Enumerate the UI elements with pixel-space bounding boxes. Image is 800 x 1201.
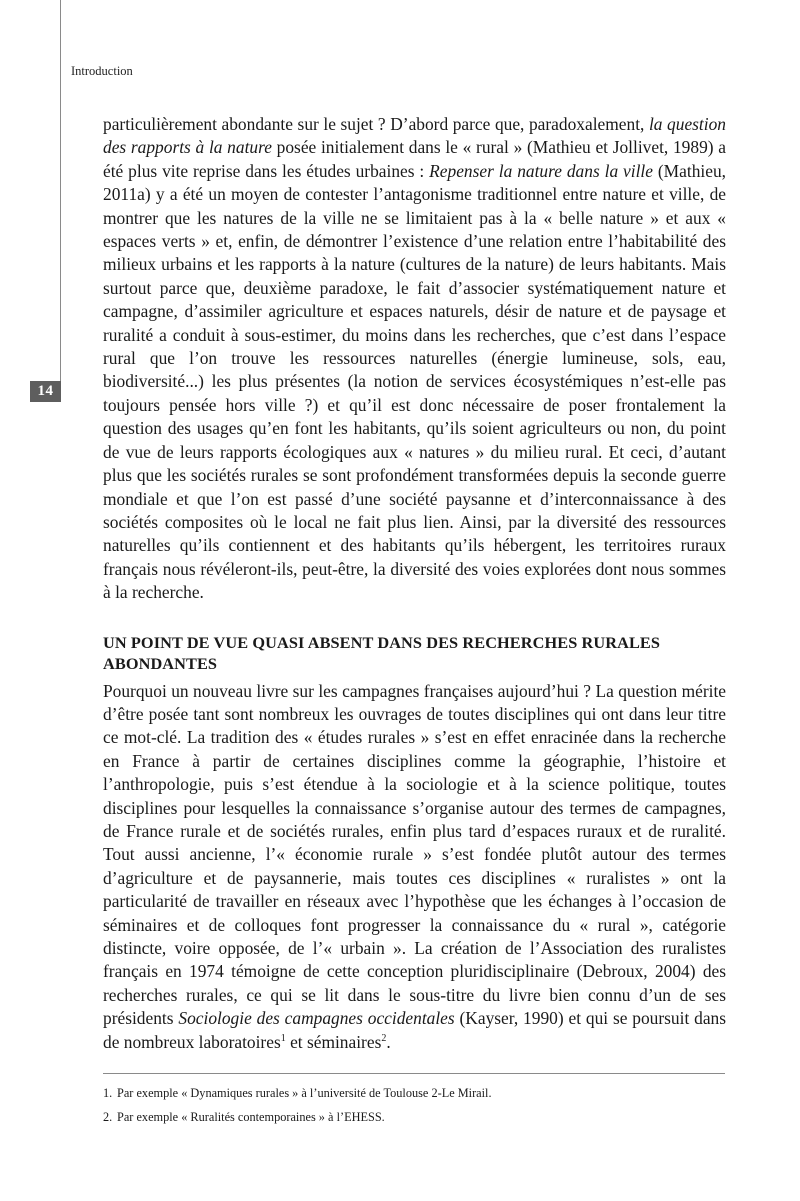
italic-title: Sociologie des campagnes occidentales — [178, 1008, 455, 1029]
footnote-1: 1. Par exemple « Dynamiques rurales » à l’université de Toulouse 2-Le Mirail. — [103, 1086, 492, 1100]
footnote-divider — [103, 1073, 725, 1074]
running-head: Introduction — [71, 64, 133, 78]
section-heading: UN POINT DE VUE QUASI ABSENT DANS DES RECHERCHES RURALES ABONDANTES — [103, 632, 661, 673]
footnotes — [103, 1086, 725, 1134]
page-number: 14 — [30, 381, 61, 402]
paragraph-1: particulièrement abondante sur le sujet ? D’abord parce que, paradoxalement, la question des rapports à la nature posée initialement dans le « rural » (Mathieu et Jollivet, 1989) a été plus vite reprise dans les études urbaines : Repenser la nature dans la ville (Mathieu, 2011a) y a été un moyen de contester l’antagonisme traditionnel entre nature et ville, de montrer que les natures de la ville ne se limitaient pas à la « belle nature » et aux « espaces verts » et, enfin, de démontrer l’existence d’une relation entre l’habitabilité des milieux urbains et les rapports à la nature (cultures de la nature) de leurs habitants. Mais surtout parce que, deuxième paradoxe, le fait d’associer systématiquement nature et campagne, d’assimiler agriculture et espaces naturels, désir de nature et de paysage et ruralité a conduit à sous-estimer, du moins dans les recherches, que c’est dans l’espace rural que l’on trouve les ressources naturelles (énergie lumineuse, sols, eau, biodiversité...) les plus présentes (la notion de services écosystémiques n’est-elle pas toujours pensée hors ville ?) et qu’il est donc nécessaire de poser frontalement la question des usages qu’en font les habitants, qu’ils soient agriculteurs ou non, du point de vue de leurs rapports écologiques aux « natures » du milieu rural. Et ceci, d’autant plus que les sociétés rurales se sont profondément transformées depuis la seconde guerre mondiale et que l’on est passé d’une société paysanne et d’interconnaissance à des sociétés composites où le local ne fait plus lien. Ainsi, par la diversité des ressources naturelles qu’ils contiennent et des habitants qu’ils hébergent, les territoires ruraux français nous révéleront-ils, peut-être, la diversité des voies explorées dont nous sommes à la recherche. — [103, 114, 726, 603]
paragraph-2: Pourquoi un nouveau livre sur les campagnes françaises aujourd’hui ? La question mérite d’être posée tant sont nombreux les ouvrages de toutes disciplines qui ont dans leur titre ce mot-clé. La tradition des « études rurales » s’est en effet enracinée dans la recherche en France à partir de certaines disciplines comme la géographie, l’histoire et l’anthropologie, puis s’est étendue à la sociologie et à la science politique, toutes disciplines pour lesquelles la connaissance s’organise autour des termes de campagnes, de France rurale et de sociétés rurales, enfin plus tard d’espaces ruraux et de ruralité. Tout aussi ancienne, l’« économie rurale » s’est fondée plutôt autour des termes d’agriculture et de paysannerie, mais toutes ces disciplines « ruralistes » ont la particularité de travailler en réseaux avec l’hypothèse que les échanges à l’occasion de séminaires et de colloques font progresser la connaissance du « rural », catégorie distincte, voire opposée, de l’« urbain ». La création de l’Association des ruralistes français en 1974 témoigne de cette conception pluridisciplinaire (Debroux, 2004) des recherches rurales, ce qui se lit dans le sous-titre du livre bien connu d’un de ses présidents Sociologie des campagnes occidentales (Kayser, 1990) et qui se poursuit dans de nombreux laboratoires$^1$ et séminaires$^2$. — [103, 680, 727, 1052]
margin-rule — [60, 0, 61, 381]
footnote-ref-1[interactable]: 1 — [280, 1032, 286, 1044]
footnote-ref-2[interactable]: 2 — [381, 1032, 387, 1044]
italic-title: Repenser la nature dans la ville — [429, 160, 653, 181]
footnote-2: 2. Par exemple « Ruralités contemporaines » à l’EHESS. — [103, 1110, 385, 1124]
main-text — [103, 113, 726, 1054]
italic-title: la question des rapports à la nature — [103, 114, 726, 158]
